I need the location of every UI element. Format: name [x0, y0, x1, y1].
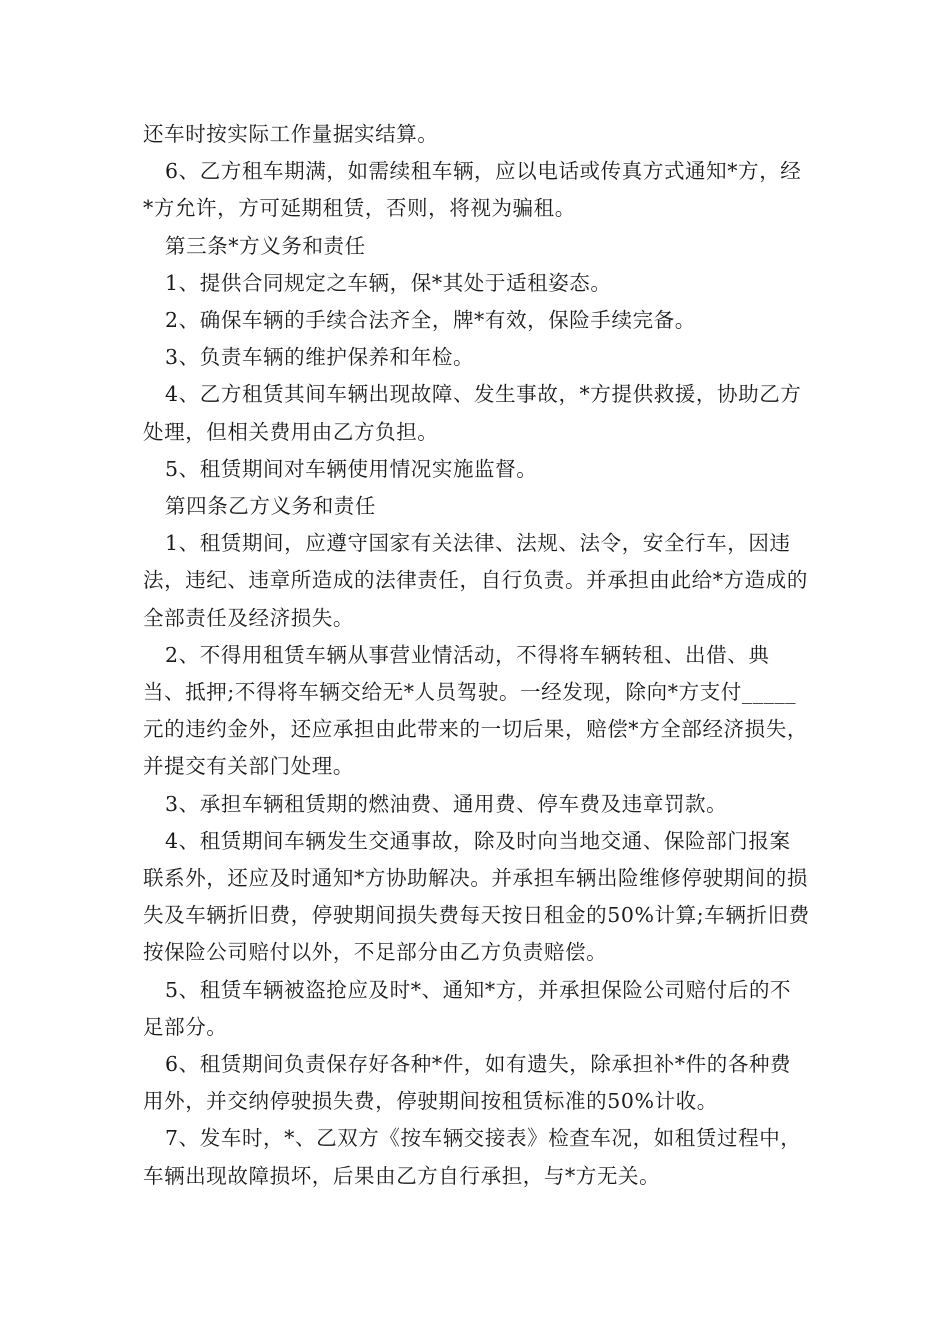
paragraph-article3-item5: 5、租赁期间对车辆使用情况实施监督。 [165, 456, 538, 481]
paragraph-article4-item5: 5、租赁车辆被盗抢应及时*、通知*方，并承担保险公司赔付后的不足部分。 [143, 977, 792, 1039]
paragraph-article4-item3: 3、承担车辆租赁期的燃油费、通用费、停车费及违章罚款。 [165, 791, 728, 816]
paragraph-article4-item6: 6、租赁期间负责保存好各种*件，如有遗失，除承担补*件的各种费用外，并交纳停驶损失费，停驶期间按租赁标准的50%计收。 [143, 1052, 792, 1114]
section-heading-article-3: 第三条*方义务和责任 [165, 233, 366, 258]
document-body [143, 116, 811, 1195]
paragraph-article4-item1: 1、租赁期间，应遵守国家有关法律、法规、法令，安全行车，因违法，违纪、违章所造成的法律责任，自行负责。并承担由此给*方造成的全部责任及经济损失。 [143, 531, 808, 630]
paragraph-article4-item2: 2、不得用租赁车辆从事营业情活动，不得将车辆转租、出借、典当、抵押;不得将车辆交给无*人员驾驶。一经发现，除向*方支付_____元的违约金外，还应承担由此带来的一切后果，赔偿*方全部经济损失，并提交有关部门处理。 [143, 642, 808, 779]
paragraph-article3-item2: 2、确保车辆的手续合法齐全，牌*有效，保险手续完备。 [165, 308, 696, 333]
paragraph-article4-item7: 7、发车时，*、乙双方《按车辆交接表》检查车况，如租赁过程中，车辆出现故障损坏，后果由乙方自行承担，与*方无关。 [143, 1126, 802, 1188]
paragraph-renewal: 6、乙方租车期满，如需续租车辆，应以电话或传真方式通知*方，经*方允许，方可延期租赁，否则，将视为骗租。 [143, 159, 802, 221]
paragraph-article3-item4: 4、乙方租赁其间车辆出现故障、发生事故，*方提供救援，协助乙方处理，但相关费用由乙方负担。 [143, 382, 802, 444]
paragraph-settlement: 还车时按实际工作量据实结算。 [143, 122, 439, 146]
paragraph-article4-item4: 4、租赁期间车辆发生交通事故，除及时向当地交通、保险部门报案联系外，还应及时通知*方协助解决。并承担车辆出险维修停驶期间的损失及车辆折旧费，停驶期间损失费每天按日租金的50%计算;车辆折旧费按保险公司赔付以外，不足部分由乙方负责赔偿。 [143, 828, 810, 965]
paragraph-article3-item1: 1、提供合同规定之车辆，保*其处于适租姿态。 [165, 270, 612, 295]
paragraph-article3-item3: 3、负责车辆的维护保养和年检。 [165, 345, 475, 370]
section-heading-article-4: 第四条乙方义务和责任 [165, 494, 376, 519]
